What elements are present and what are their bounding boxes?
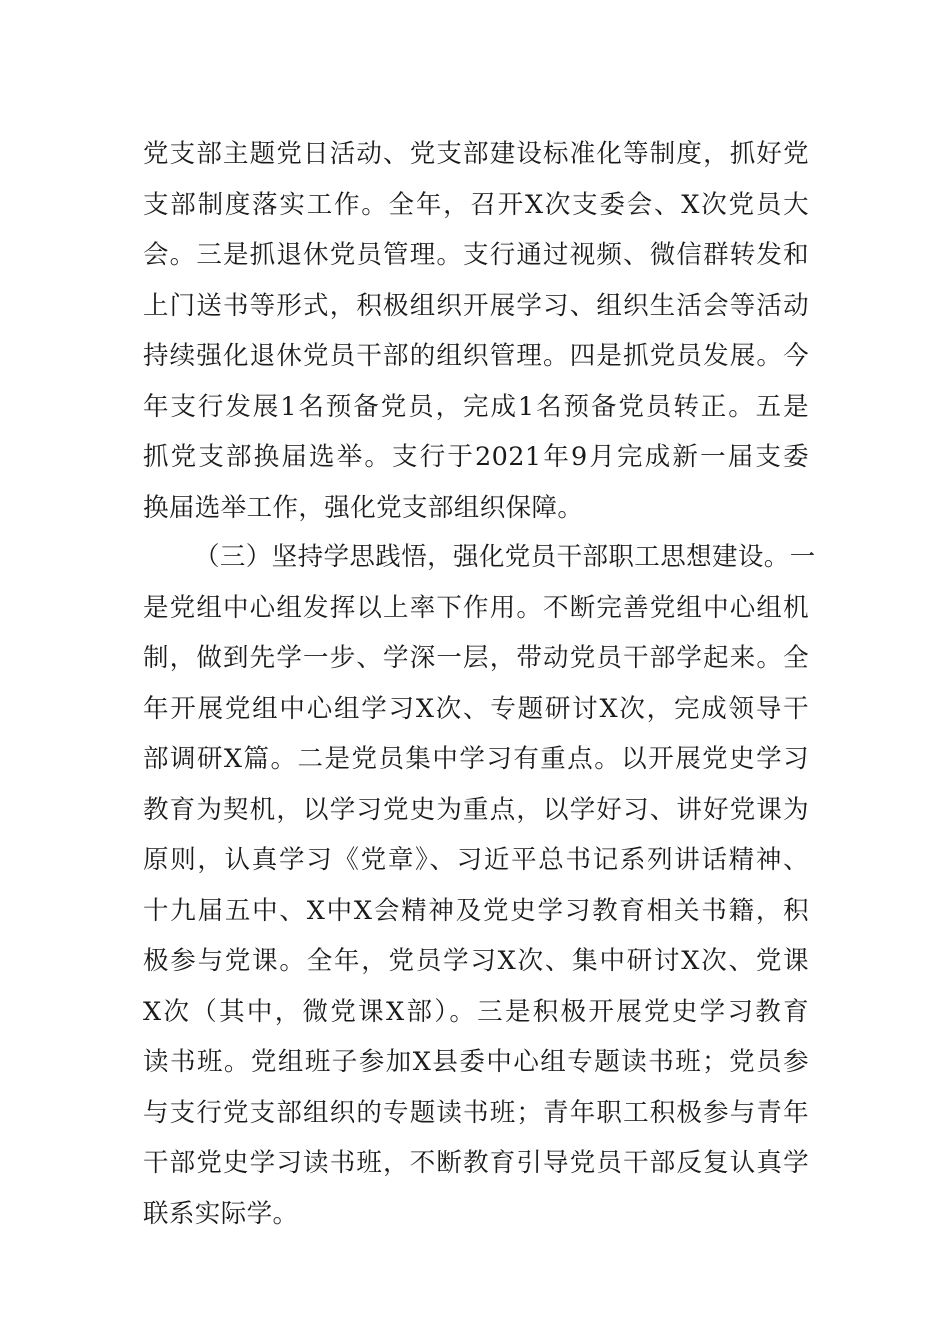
text-line: 制，做到先学一步、学深一层，带动党员干部学起来。全 bbox=[143, 643, 809, 673]
text-line: 上门送书等形式，积极组织开展学习、组织生活会等活动 bbox=[143, 290, 809, 321]
paragraph-party-branch-management bbox=[143, 129, 809, 533]
text-line: 年开展党组中心组学习X次、专题研讨X次，完成领导干 bbox=[143, 693, 809, 724]
text-line: 年支行发展1名预备党员，完成1名预备党员转正。五是 bbox=[143, 391, 809, 422]
text-line: 支部制度落实工作。全年，召开X次支委会、X次党员大 bbox=[143, 189, 809, 220]
text-line: X次（其中，微党课X部）。三是积极开展党史学习教育 bbox=[143, 996, 809, 1027]
text-line: 读书班。党组班子参加X县委中心组专题读书班；党员参 bbox=[143, 1047, 809, 1077]
text-line: 与支行党支部组织的专题读书班；青年职工积极参与青年 bbox=[143, 1097, 809, 1128]
text-line: 原则，认真学习《党章》、习近平总书记系列讲话精神、 bbox=[143, 845, 809, 875]
text-line: 会。三是抓退休党员管理。支行通过视频、微信群转发和 bbox=[143, 240, 809, 270]
text-line: 部调研X篇。二是党员集中学习有重点。以开展党史学习 bbox=[143, 744, 809, 774]
text-line: 教育为契机，以学习党史为重点，以学好习、讲好党课为 bbox=[143, 794, 809, 825]
text-line: 换届选举工作，强化党支部组织保障。 bbox=[143, 492, 584, 523]
text-line: 十九届五中、X中X会精神及党史学习教育相关书籍，积 bbox=[143, 895, 809, 926]
section-heading-line: （三）坚持学思践悟，强化党员干部职工思想建设。一 bbox=[194, 542, 816, 572]
text-line: 联系实际学。 bbox=[143, 1198, 299, 1229]
text-line: 极参与党课。全年，党员学习X次、集中研讨X次、党课 bbox=[143, 946, 809, 976]
paragraph-ideological-building bbox=[143, 532, 816, 1239]
text-line: 是党组中心组发挥以上率下作用。不断完善党组中心组机 bbox=[143, 592, 809, 623]
text-line: 干部党史学习读书班，不断教育引导党员干部反复认真学 bbox=[143, 1148, 809, 1178]
text-line: 抓党支部换届选举。支行于2021年9月完成新一届支委 bbox=[143, 442, 809, 472]
text-line: 持续强化退休党员干部的组织管理。四是抓党员发展。今 bbox=[143, 341, 809, 371]
text-line: 党支部主题党日活动、党支部建设标准化等制度，抓好党 bbox=[143, 139, 809, 169]
